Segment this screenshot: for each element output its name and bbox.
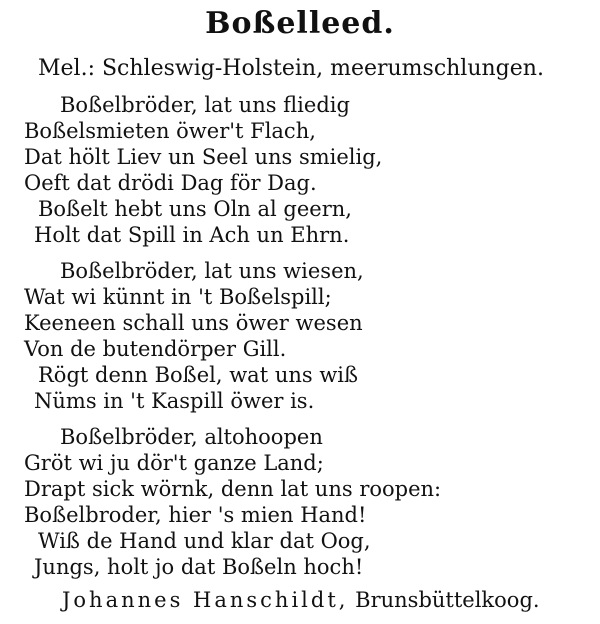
verse-line: Von de butendörper Gill. [24, 337, 287, 361]
verse-line: Boßelbröder, lat uns fliedig [60, 93, 350, 117]
verse-line: Holt dat Spill in Ach un Ehrn. [34, 223, 350, 247]
verse-line: Boßelsmieten öwer't Flach, [24, 119, 316, 143]
stanza-3 [24, 424, 441, 580]
verse-line: Gröt wi ju dör't ganze Land; [24, 451, 324, 475]
author-name: Johannes Hanschildt, [62, 588, 349, 612]
verse-line: Wat wi künnt in 't Boßelspill; [24, 285, 332, 309]
verse-line: Boßelbröder, altohoopen [60, 425, 323, 449]
stanza-2 [24, 258, 364, 414]
verse-line: Boßelbröder, lat uns wiesen, [60, 259, 364, 283]
poem-title: Boßelleed. [205, 6, 395, 41]
verse-line: Drapt sick wörnk, denn lat uns roopen: [24, 477, 442, 501]
verse-line: Keeneen schall uns öwer wesen [24, 311, 363, 335]
verse-line: Dat hölt Liev un Seel uns smielig, [24, 145, 383, 169]
verse-line: Nüms in 't Kaspill öwer is. [34, 389, 315, 413]
verse-line: Wiß de Hand und klar dat Oog, [38, 529, 371, 553]
verse-line: Jungs, holt jo dat Boßeln hoch! [34, 555, 364, 579]
stanza-1 [24, 92, 382, 248]
verse-line: Rögt denn Boßel, wat uns wiß [38, 363, 359, 387]
verse-line: Oeft dat drödi Dag för Dag. [24, 171, 317, 195]
melody-line: Mel.: Schleswig-Holstein, meerumschlungen. [38, 56, 544, 81]
verse-line: Boßelbroder, hier 's mien Hand! [24, 503, 367, 527]
author-place: Brunsbüttelkoog. [355, 588, 540, 612]
verse-line: Boßelt hebt uns Oln al geern, [38, 197, 352, 221]
author-signature [62, 588, 540, 612]
